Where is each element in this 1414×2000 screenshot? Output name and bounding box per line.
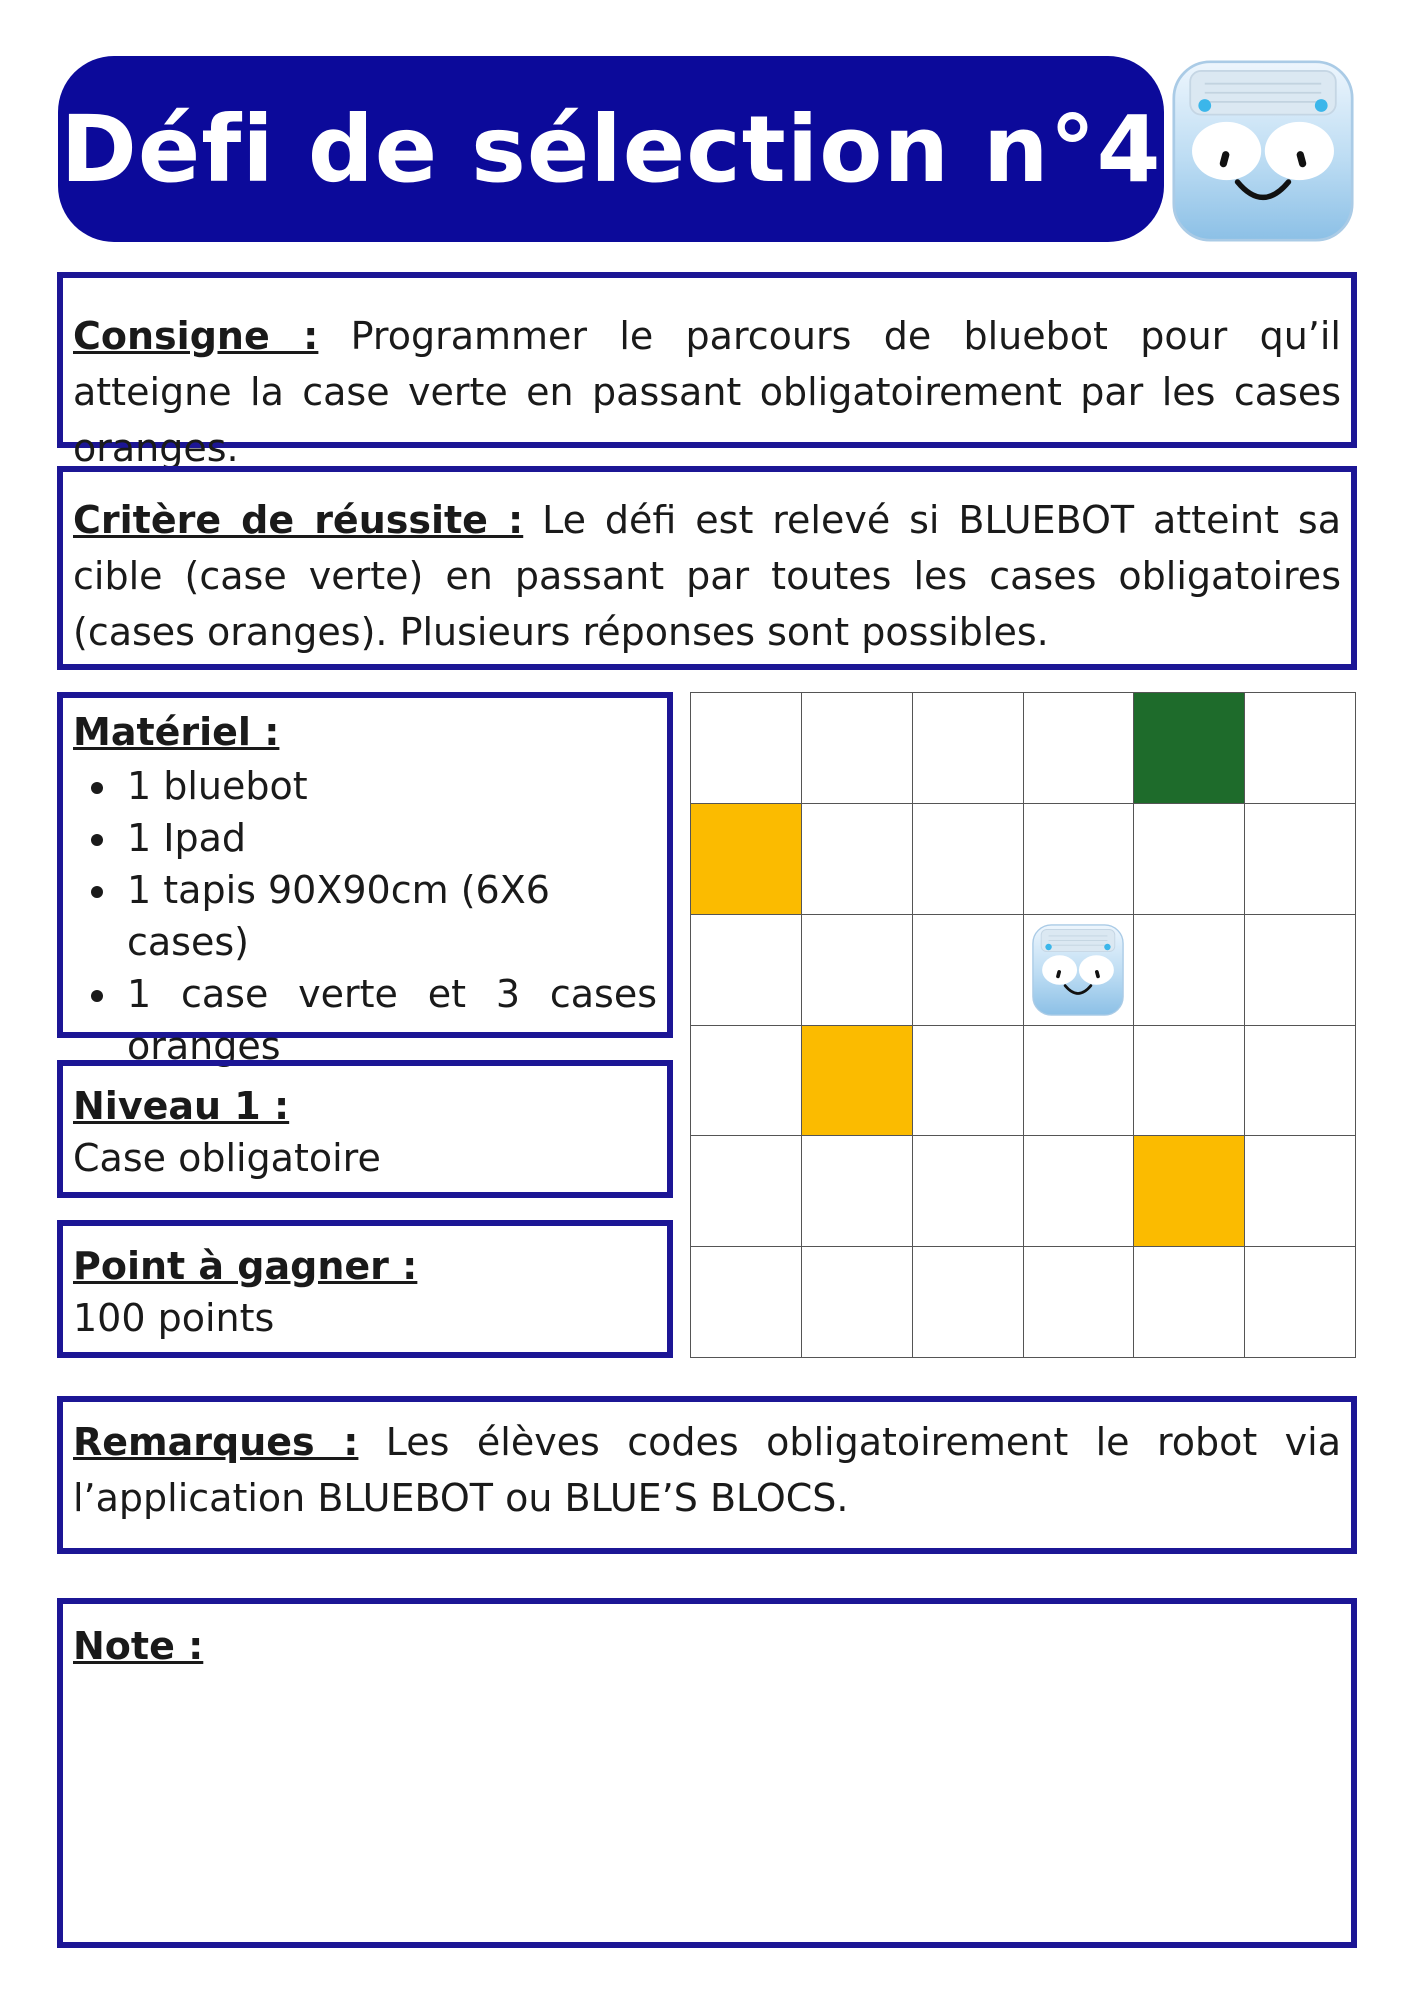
- point-box: [57, 1220, 673, 1358]
- list-item: [127, 812, 657, 864]
- list-item-text: 1 tapis 90X90cm (6X6 cases): [127, 868, 550, 964]
- list-item: [127, 968, 657, 1072]
- board-cell: [1024, 693, 1135, 804]
- critere-box: [57, 466, 1357, 670]
- list-item-text: 1 bluebot: [127, 764, 308, 808]
- board-cell: [1024, 1026, 1135, 1137]
- board-cell: [1134, 915, 1245, 1026]
- board-cell: [691, 693, 802, 804]
- consigne-label: Consigne :: [73, 314, 319, 358]
- critere-text: Le défi est relevé si BLUEBOT atteint sa cible (case verte) en passant par toutes les cases obligatoires (cases oranges). Plusieurs réponses sont possibles.: [73, 498, 1341, 654]
- list-item-text: 1 case verte et 3 cases oranges: [127, 972, 657, 1068]
- list-item-text: 1 Ipad: [127, 816, 246, 860]
- remarques-box: [57, 1396, 1357, 1554]
- board-cell: [913, 804, 1024, 915]
- consigne-box: [57, 272, 1357, 470]
- board-cell: [1134, 1247, 1245, 1358]
- board-cell: [1024, 1247, 1135, 1358]
- note-label: Note :: [73, 1624, 204, 1668]
- board-cell: [802, 1247, 913, 1358]
- board-cell: [913, 1247, 1024, 1358]
- critere-label: Critère de réussite :: [73, 498, 524, 542]
- board-cell: [802, 915, 913, 1026]
- board-cell: [691, 1136, 802, 1247]
- niveau-label: Niveau 1 :: [73, 1084, 290, 1128]
- game-board: [690, 692, 1356, 1358]
- board-cell-orange: [802, 1026, 913, 1137]
- consigne-text: Programmer le parcours de bluebot pour qu’il atteigne la case verte en passant obligatoirement par les cases oranges.: [73, 314, 1341, 470]
- board-cell: [1245, 1247, 1356, 1358]
- board-cell-orange: [691, 804, 802, 915]
- list-item: [127, 760, 657, 812]
- board-cell: [1245, 1026, 1356, 1137]
- board-cell: [691, 1026, 802, 1137]
- page-title: Défi de sélection n°4: [60, 95, 1162, 203]
- title-banner: [58, 56, 1164, 242]
- board-cell: [1245, 915, 1356, 1026]
- board-cell: [913, 1136, 1024, 1247]
- board-cell: [1134, 1026, 1245, 1137]
- board-cell: [1245, 804, 1356, 915]
- board-cell: [1024, 1136, 1135, 1247]
- niveau-text: Case obligatoire: [73, 1136, 381, 1180]
- board-cell-robot: [1024, 915, 1135, 1026]
- board-cell-orange: [1134, 1136, 1245, 1247]
- board-cell: [913, 1026, 1024, 1137]
- board-cell: [1245, 1136, 1356, 1247]
- bullet-icon: [91, 782, 103, 794]
- board-cell: [802, 693, 913, 804]
- remarques-label: Remarques :: [73, 1420, 359, 1464]
- point-label: Point à gagner :: [73, 1244, 418, 1288]
- board-cell: [1245, 693, 1356, 804]
- bullet-icon: [91, 990, 103, 1002]
- bluebot-robot-icon: [1032, 922, 1124, 1018]
- list-item: [127, 864, 657, 968]
- bluebot-robot-icon: [1170, 60, 1356, 242]
- board-cell: [913, 693, 1024, 804]
- remarques-text: Les élèves codes obligatoirement le robot via l’application BLUEBOT ou BLUE’S BLOCS.: [73, 1420, 1341, 1520]
- board-cell: [802, 1136, 913, 1247]
- materiel-list: [73, 760, 657, 1072]
- note-box: [57, 1598, 1357, 1948]
- niveau-box: [57, 1060, 673, 1198]
- point-text: 100 points: [73, 1296, 275, 1340]
- board-cell: [1134, 804, 1245, 915]
- board-cell: [691, 915, 802, 1026]
- board-cell-green: [1134, 693, 1245, 804]
- board-cell: [691, 1247, 802, 1358]
- bullet-icon: [91, 834, 103, 846]
- materiel-label: Matériel :: [73, 710, 280, 754]
- materiel-box: [57, 692, 673, 1068]
- bullet-icon: [91, 886, 103, 898]
- board-cell: [802, 804, 913, 915]
- board-cell: [913, 915, 1024, 1026]
- board-cell: [1024, 804, 1135, 915]
